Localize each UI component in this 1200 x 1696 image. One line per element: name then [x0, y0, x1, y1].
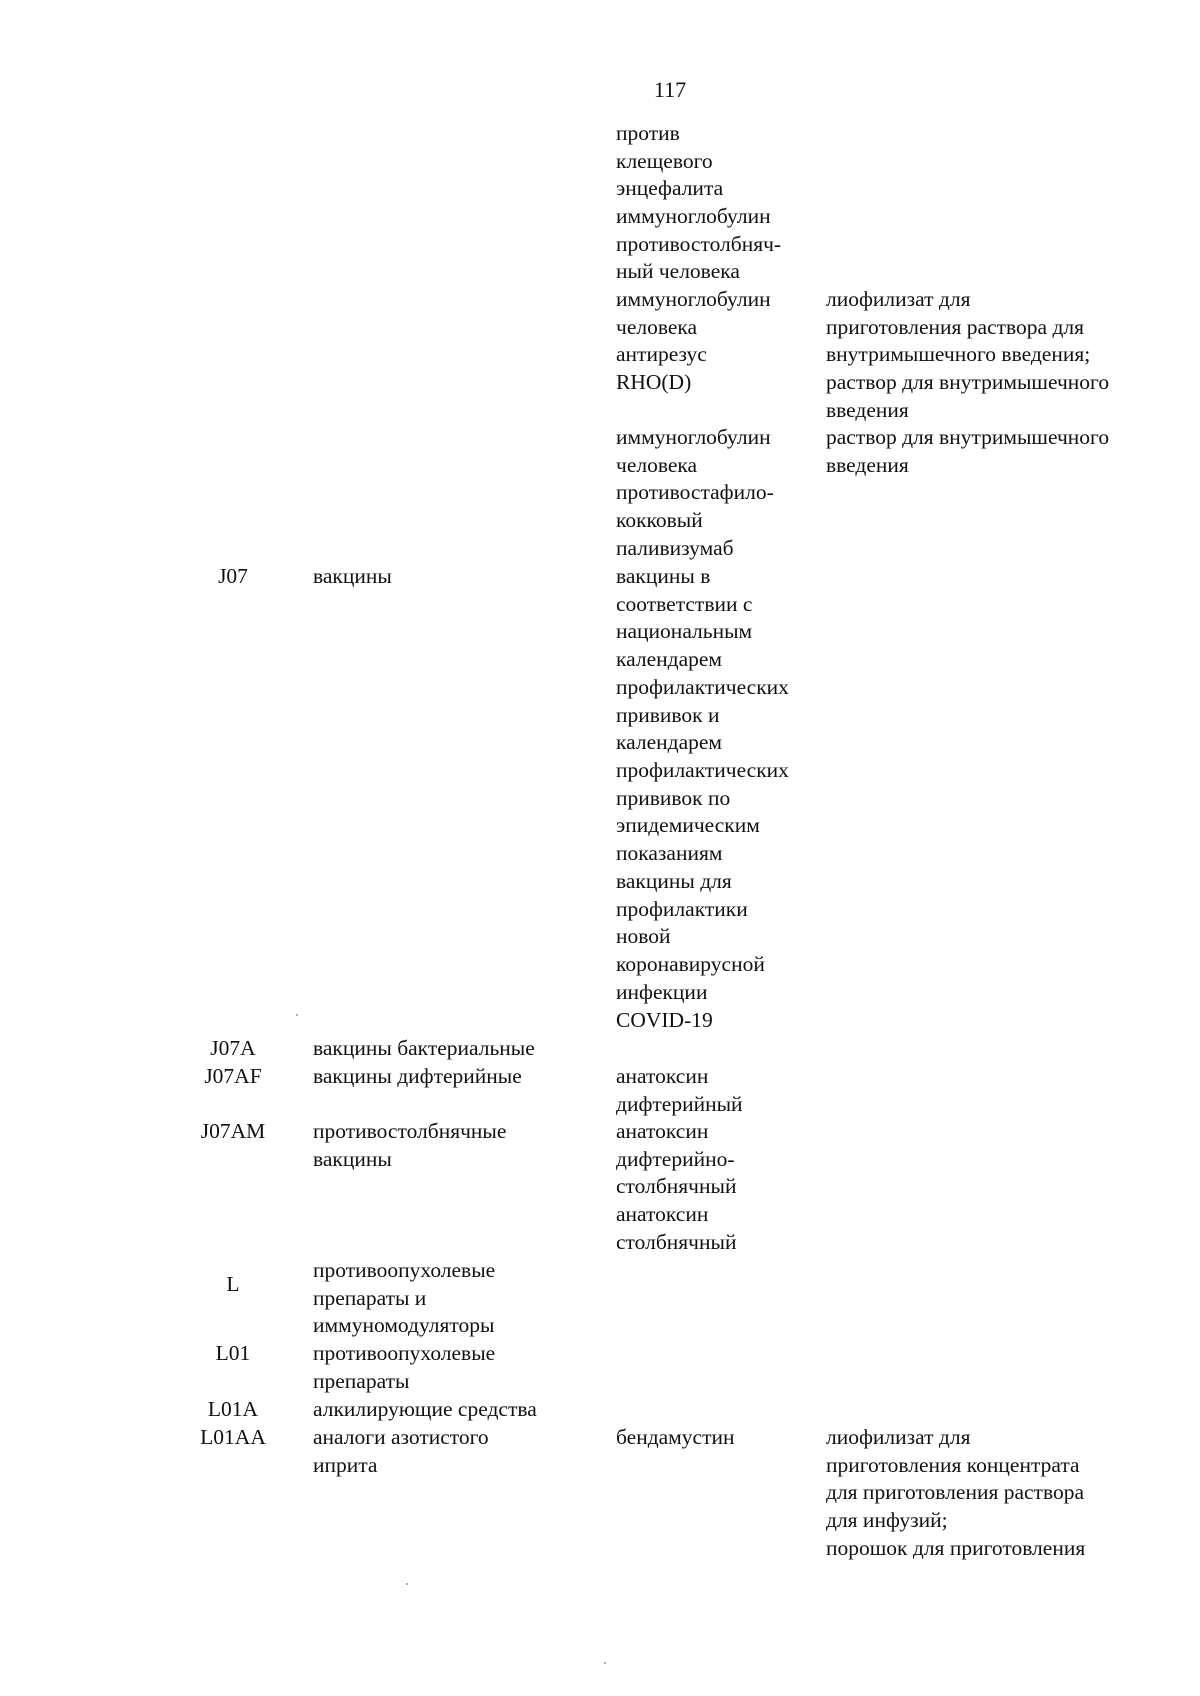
scan-speck: [604, 1662, 606, 1664]
atc-code: L01AA: [200, 1425, 266, 1449]
atc-code: J07AM: [200, 1119, 266, 1143]
atc-code: J07AF: [204, 1064, 262, 1088]
drug-name: иммуноглобулин противостолбняч- ный человека: [616, 204, 782, 284]
drug-name: иммуноглобулин человека антирезус RHO(D): [616, 287, 771, 395]
atc-group: противоопухолевые препараты: [313, 1341, 496, 1393]
atc-group: вакцины дифтерийные: [313, 1064, 522, 1088]
drug-name: бендамустин: [616, 1425, 735, 1449]
atc-code: J07: [218, 564, 248, 588]
atc-group: вакцины: [313, 564, 392, 588]
atc-group: противостолбнячные вакцины: [313, 1119, 507, 1171]
atc-group: противоопухолевые препараты и иммуномодуляторы: [313, 1258, 496, 1338]
dosage-form: лиофилизат для приготовления концентрата для приготовления раствора для инфузий; порошок для приготовления: [826, 1425, 1086, 1560]
drug-name: анатоксин столбнячный: [616, 1202, 737, 1254]
atc-group: аналоги азотистого иприта: [313, 1425, 489, 1477]
drug-name: против клещевого энцефалита: [616, 121, 724, 201]
drug-name: вакцины для профилактики новой коронавирусной инфекции COVID-19: [616, 869, 765, 1032]
drug-name: паливизумаб: [616, 536, 734, 560]
scan-speck: [296, 1014, 298, 1016]
atc-code: L01A: [207, 1397, 259, 1421]
atc-group: вакцины бактериальные: [313, 1036, 535, 1060]
drug-name: иммуноглобулин человека противостафило- кокковый: [616, 425, 774, 533]
atc-code: L01: [215, 1341, 251, 1365]
drug-name: вакцины в соответствии с национальным календарем профилактических прививок и календарем профилактических прививок по эпидемическим показаниям: [616, 564, 789, 866]
atc-code: J07A: [210, 1036, 256, 1060]
atc-code: L: [226, 1272, 240, 1296]
dosage-form: раствор для внутримышечного введения: [826, 425, 1110, 477]
scan-speck: [406, 1583, 408, 1585]
dosage-form: лиофилизат для приготовления раствора для внутримышечного введения; раствор для внутримышечного введения: [826, 287, 1110, 422]
atc-group: алкилирующие средства: [313, 1397, 537, 1421]
drug-name: анатоксин дифтерийно- столбнячный: [616, 1119, 737, 1199]
drug-name: анатоксин дифтерийный: [616, 1064, 743, 1116]
page-number: 117: [653, 77, 687, 102]
